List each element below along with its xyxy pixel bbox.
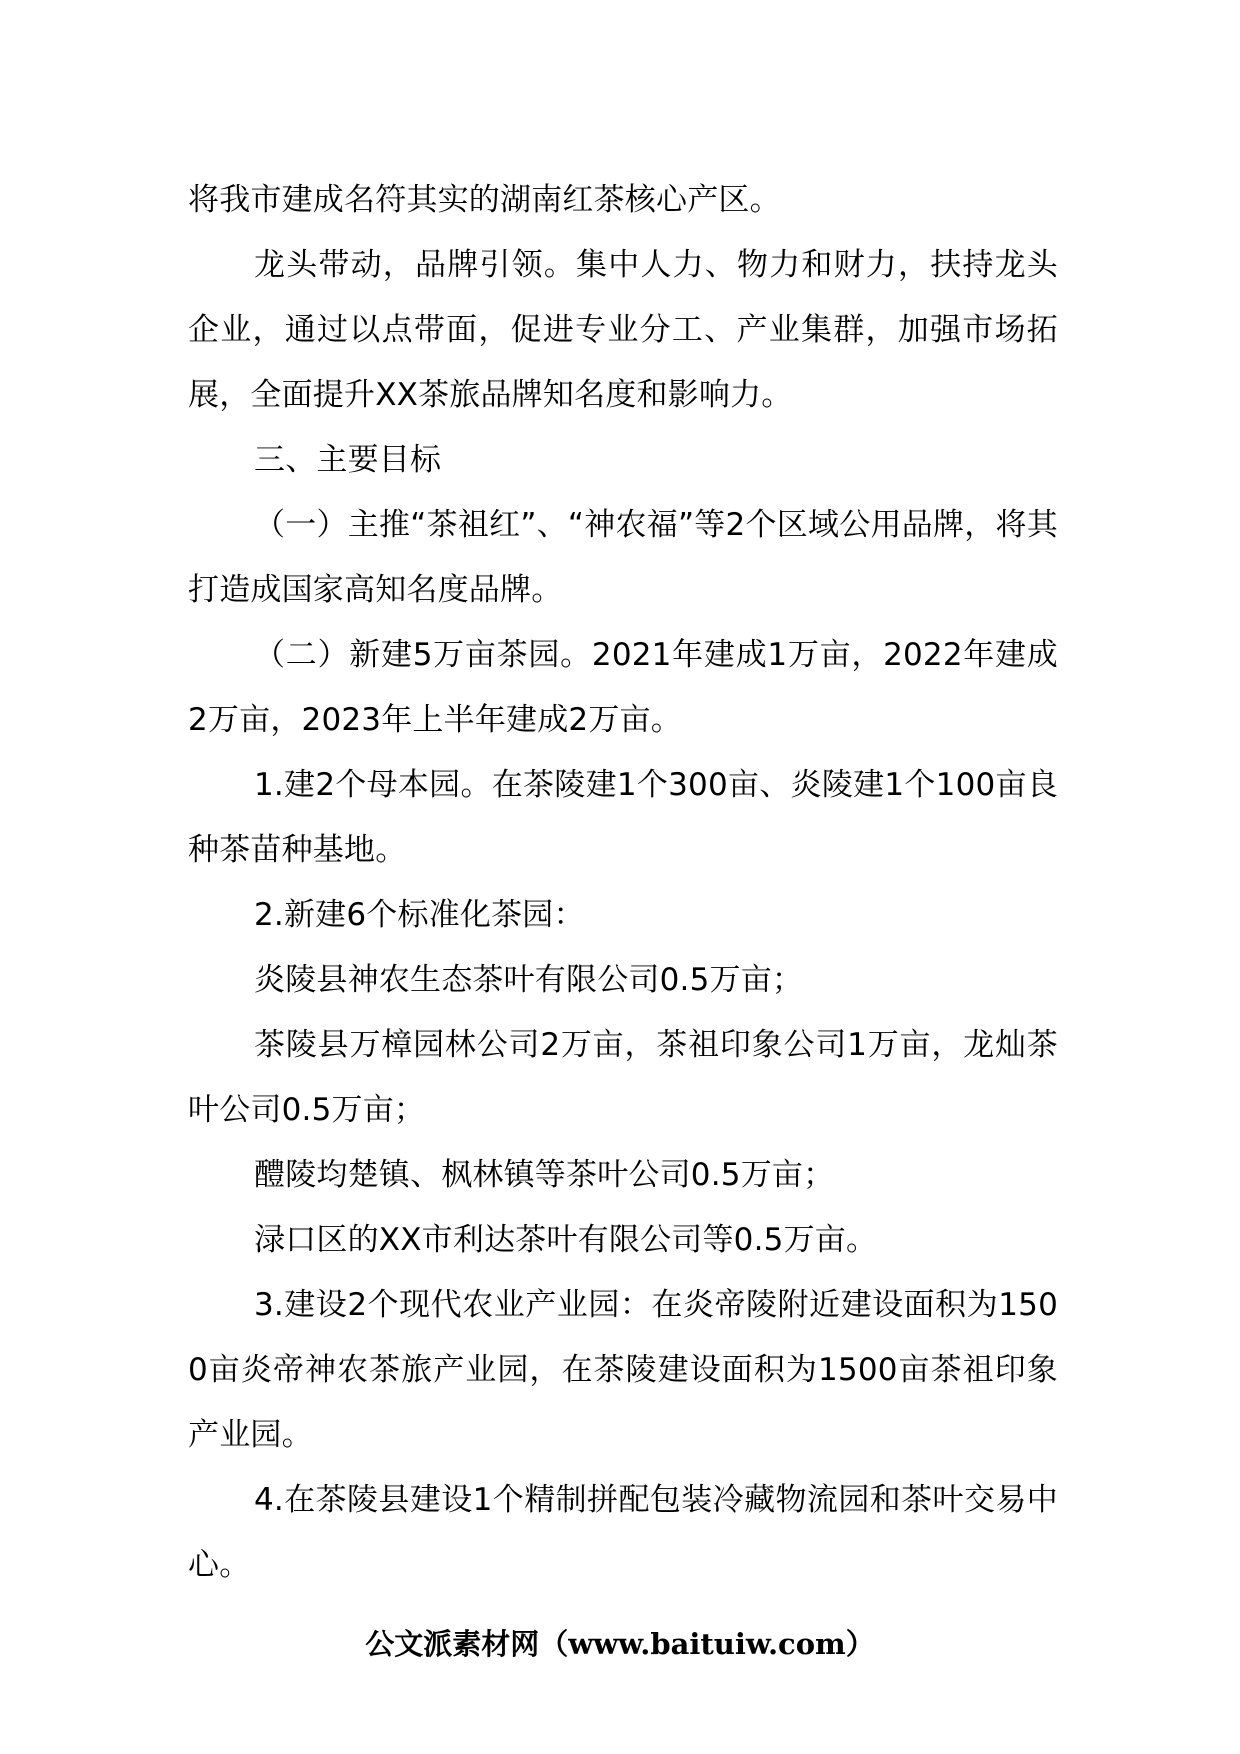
paragraph-goal-one: （一）主推“茶祖红”、“神农福”等2个区域公用品牌，将其打造成国家高知名度品牌。 [188,507,1058,608]
list-item-chaling: 茶陵县万樟园林公司2万亩，茶祖印象公司1万亩，龙灿茶叶公司0.5万亩； [188,1027,1058,1128]
list-item-standard-gardens: 2.新建6个标准化茶园： [254,897,585,933]
document-body [188,168,1058,1598]
list-item-mother-gardens: 1.建2个母本园。在茶陵建1个300亩、炎陵建1个100亩良种茶苗种基地。 [188,767,1058,868]
paragraph-continuation: 将我市建成名符其实的湖南红茶核心产区。 [188,182,781,218]
paragraph-goal-two: （二）新建5万亩茶园。2021年建成1万亩，2022年建成2万亩，2023年上半年建成2万亩。 [188,637,1058,738]
list-item-industrial-parks: 3.建设2个现代农业产业园：在炎帝陵附近建设面积为1500亩炎帝神农茶旅产业园，在茶陵建设面积为1500亩茶祖印象产业园。 [188,1287,1058,1453]
section-heading-main-goals: 三、主要目标 [254,442,442,478]
list-item-yanling: 炎陵县神农生态茶叶有限公司0.5万亩； [254,962,804,998]
list-item-liling: 醴陵均楚镇、枫林镇等茶叶公司0.5万亩； [254,1157,835,1193]
footer-watermark: 公文派素材网（www.baituiw.com） [365,1627,875,1661]
list-item-lukou: 渌口区的XX市利达茶叶有限公司等0.5万亩。 [254,1222,878,1258]
paragraph-leading-brand: 龙头带动，品牌引领。集中人力、物力和财力，扶持龙头企业，通过以点带面，促进专业分工、产业集群，加强市场拓展，全面提升XX茶旅品牌知名度和影响力。 [188,247,1058,413]
list-item-logistics-park: 4.在茶陵县建设1个精制拼配包装冷藏物流园和茶叶交易中心。 [188,1482,1058,1583]
